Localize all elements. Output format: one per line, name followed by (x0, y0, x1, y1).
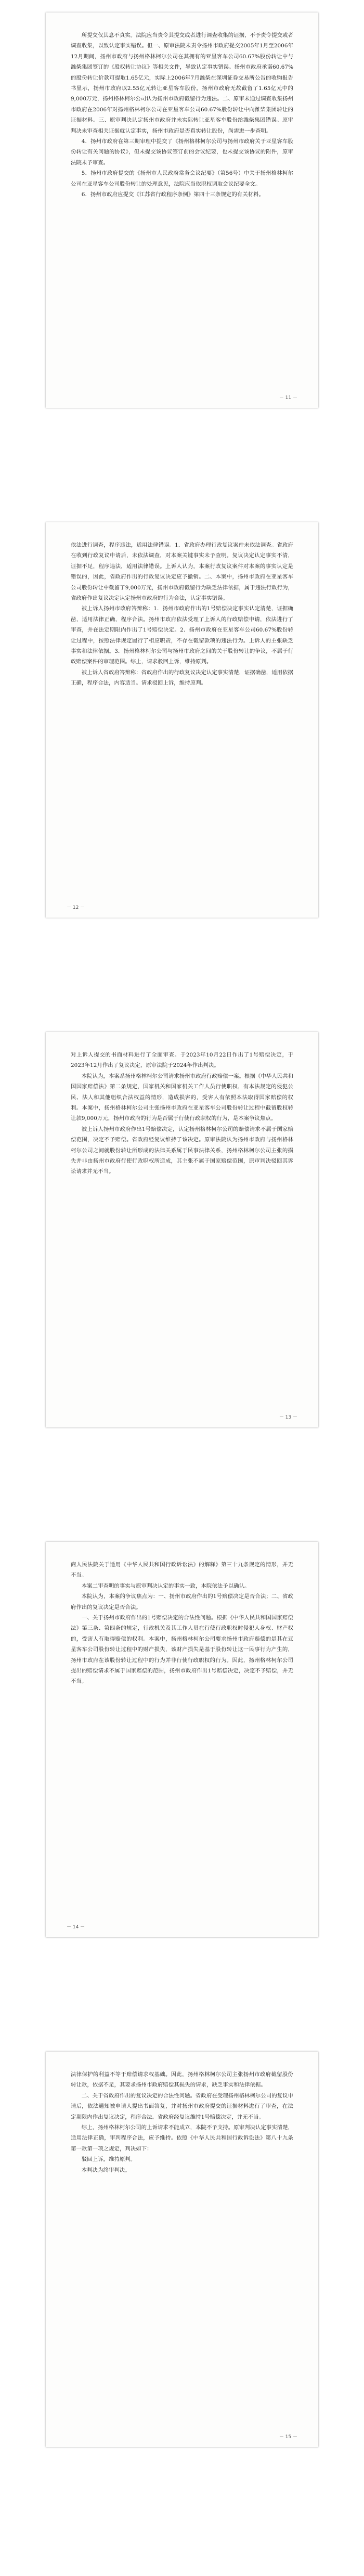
document-page-3 (46, 1032, 318, 1427)
paragraph: 依法进行调查，程序违法，适用法律错误。1．省政府办理行政复议案件未依法调查。省政府在收到行政复议申请后，未依法调查，对本案关键事实未予查明。复议决定认定事实不清，证据不足，程序违法，适用法律错误。上诉人认为，本案行政复议案件对本案的事实认定是错误的，因此，省政府作出的行政复议决定应予撤销。二、本案中，扬州市政府在亚星客车公司股份转让中截留了9,000万元，扬州市政府截留行为缺乏法律依据，属于违法行政行为，省政府作出复议决定认定扬州市政府的行为合法，认定事实错误。 (71, 542, 293, 602)
paragraph: 综上，扬州格林柯尔公司的上诉请求不能成立，本院不予支持。原审判决认定事实清楚，适用法律正确，审判程序合法，应予维持。依照《中华人民共和国行政诉讼法》第八十九条第一款第一项之规定，判决如下： (71, 2124, 293, 2152)
paragraph: 5．扬州市政府提交的《扬州市人民政府常务会议纪要》（第56号）中关于扬州格林柯尔公司在亚星客车公司股份转让的处理意见，法院应当依职权调取会议纪要全文。 (71, 170, 293, 187)
page-number: － 11 － (279, 395, 297, 401)
paragraph: 被上诉人扬州市政府作出1号赔偿决定，认定扬州格林柯尔公司的赔偿请求不属于国家赔偿范围，决定不予赔偿。省政府经复议维持了该决定。原审法院认为扬州市政府与扬州格林柯尔公司之间就股份转让所形成的法律关系属于民事法律关系，扬州格林柯尔公司主张的损失并非由扬州市政府行使行政职权所造成，其主张不属于国家赔偿范围，原审判决驳回其诉讼请求并无不当。 (71, 1126, 293, 1175)
page-number: － 12 － (67, 905, 85, 910)
page-number: － 15 － (279, 2435, 297, 2440)
document-page-5 (46, 2052, 318, 2447)
paragraph: 被上诉人省政府答辩称：省政府作出的行政复议决定认定事实清楚，证据确凿，适用依据正确，程序合法，内容适当。请求驳回上诉，维持原判。 (71, 669, 293, 687)
document-page-1 (46, 12, 318, 408)
paragraph: 对上诉人提交的书面材料进行了全面审查。于2023年10月22日作出了1号赔偿决定，于2023年12月作出了复议决定，原审法院于2024年作出判决。 (71, 1052, 293, 1069)
paragraph: 4．扬州市政府在第三期审理中提交了《扬州格林柯尔公司与扬州市政府关于亚星客车股份转让有关问题的协议》，但未提交该协议签订前的会议纪要，也未提交该协议的附件，原审法院未予审查。 (71, 138, 293, 166)
paragraph: 本院认为，本案系扬州格林柯尔公司请求扬州市政府行政赔偿一案。根据《中华人民共和国国家赔偿法》第二条规定，国家机关和国家机关工作人员行使职权，有本法规定的侵犯公民、法人和其他组织合法权益的情形，造成损害的，受害人有依照本法取得国家赔偿的权利。本案中，扬州格林柯尔公司主张扬州市政府在亚星客车公司股份转让过程中截留股权转让款9,000万元，扬州市政府的行为是否属于行使行政职权的行为，是本案争议焦点。 (71, 1073, 293, 1122)
paragraph: 本判决为终审判决。 (81, 2167, 131, 2173)
paragraph: 被上诉人扬州市政府答辩称：1．扬州市政府作出的1号赔偿决定事实认定清楚，证据确凿，适用法律正确，程序合法。扬州市政府依法受理了上诉人的行政赔偿申请，依法进行了审查，并在法定期限内作出了1号赔偿决定。2．扬州市政府在亚星客车公司60.67%股份转让过程中，按照法律规定履行了相应职责，不存在截留款项的违法行为。上诉人的主张缺乏事实和法律依据。3．扬州格林柯尔公司与扬州市政府之间的关于股份转让的争议，不属于行政赔偿案件的审理范围。综上，请求驳回上诉，维持原判。 (71, 606, 293, 665)
paragraph: 一、关于扬州市政府作出的1号赔偿决定的合法性问题。根据《中华人民共和国国家赔偿法》第三条、第四条的规定，行政机关及其工作人员在行使行政职权时侵犯人身权、财产权的，受害人有取得赔偿的权利。本案中，扬州格林柯尔公司要求扬州市政府赔偿的是其在亚星客车公司股份转让过程中的财产损失，该财产损失是基于股份转让这一民事行为产生的，扬州市政府在该股份转让过程中的行为并非行使行政职权的行为。因此，扬州格林柯尔公司提出的赔偿请求不属于国家赔偿的范围，扬州市政府作出1号赔偿决定，决定不予赔偿，并无不当。 (71, 1615, 293, 1685)
page-number: － 13 － (279, 1415, 297, 1420)
document-page-4 (46, 1542, 318, 1937)
document-page-2 (46, 522, 318, 918)
paragraph: 法律保护的利益不等于赔偿请求权基础。因此，扬州格林柯尔公司主张扬州市政府截留股份转让款，依据不足，其要求扬州市政府赔偿其损失的请求，缺乏事实和法律依据。 (71, 2071, 293, 2089)
paragraph: 二、关于省政府作出的复议决定的合法性问题。省政府在受理扬州格林柯尔公司的复议申请后，依法通知被申请人提出书面答复，并对扬州市政府提交的证据材料进行了审查，在法定期限内作出复议决定，程序合法。省政府经复议维持1号赔偿决定，并无不当。 (71, 2092, 293, 2120)
paragraph: 驳回上诉，维持原判。 (81, 2156, 136, 2163)
paragraph: 所提交仅其息不真实。法院应当责令其提交或者进行调查收集的证据，不予责令提交或者调查收集，以致认定事实错误。但一、原审法院未责令扬州市政府提交2005年1月至2006年12月期间，扬州市政府与扬州格林柯尔公司在其拥有的亚星客车公司60.67%股份转让中与潍柴集团签订的《股权转让协议》等相关文件，导致认定事实错误。扬州市政府承诺60.67%的股份转让价款可提取1.65亿元，实际上2006年7月潍柴在深圳证券交易所公告的收购报告书显示，扬州市政府以2.55亿元转让亚星客车股份，扬州市政府无故截留了1.65亿元中的9,000万元，扬州格林柯尔公司认为扬州市政府截留行为违法。二、原审未通过调查收集扬州市政府在2006年对扬州格林柯尔公司在亚星客车公司60.67%股份转让中向潍柴集团转让的证据材料。三、原审判决认定扬州市政府并未实际转让亚星客车股份给潍柴集团错误。原审判决未审查相关证据就认定事实，扬州市政府是否真实转让股份，尚需进一步查明。 (71, 32, 293, 134)
paragraph: 本院认为，本案的争议焦点为：一、扬州市政府作出的1号赔偿决定是否合法；二、省政府作出的复议决定是否合法。 (71, 1593, 293, 1611)
paragraph: 商人民法院关于适用《中华人民共和国行政诉讼法》的解释》第三十九条规定的情形，并无不当。 (71, 1562, 293, 1579)
paragraph: 本案二审查明的事实与原审判决认定的事实一致，本院依法予以确认。 (81, 1582, 250, 1589)
page-number: － 14 － (67, 1925, 85, 1930)
paragraph: 6．扬州市政府应提交《江苏省行政程序条例》第四十三条规定的有关材料。 (81, 191, 264, 198)
